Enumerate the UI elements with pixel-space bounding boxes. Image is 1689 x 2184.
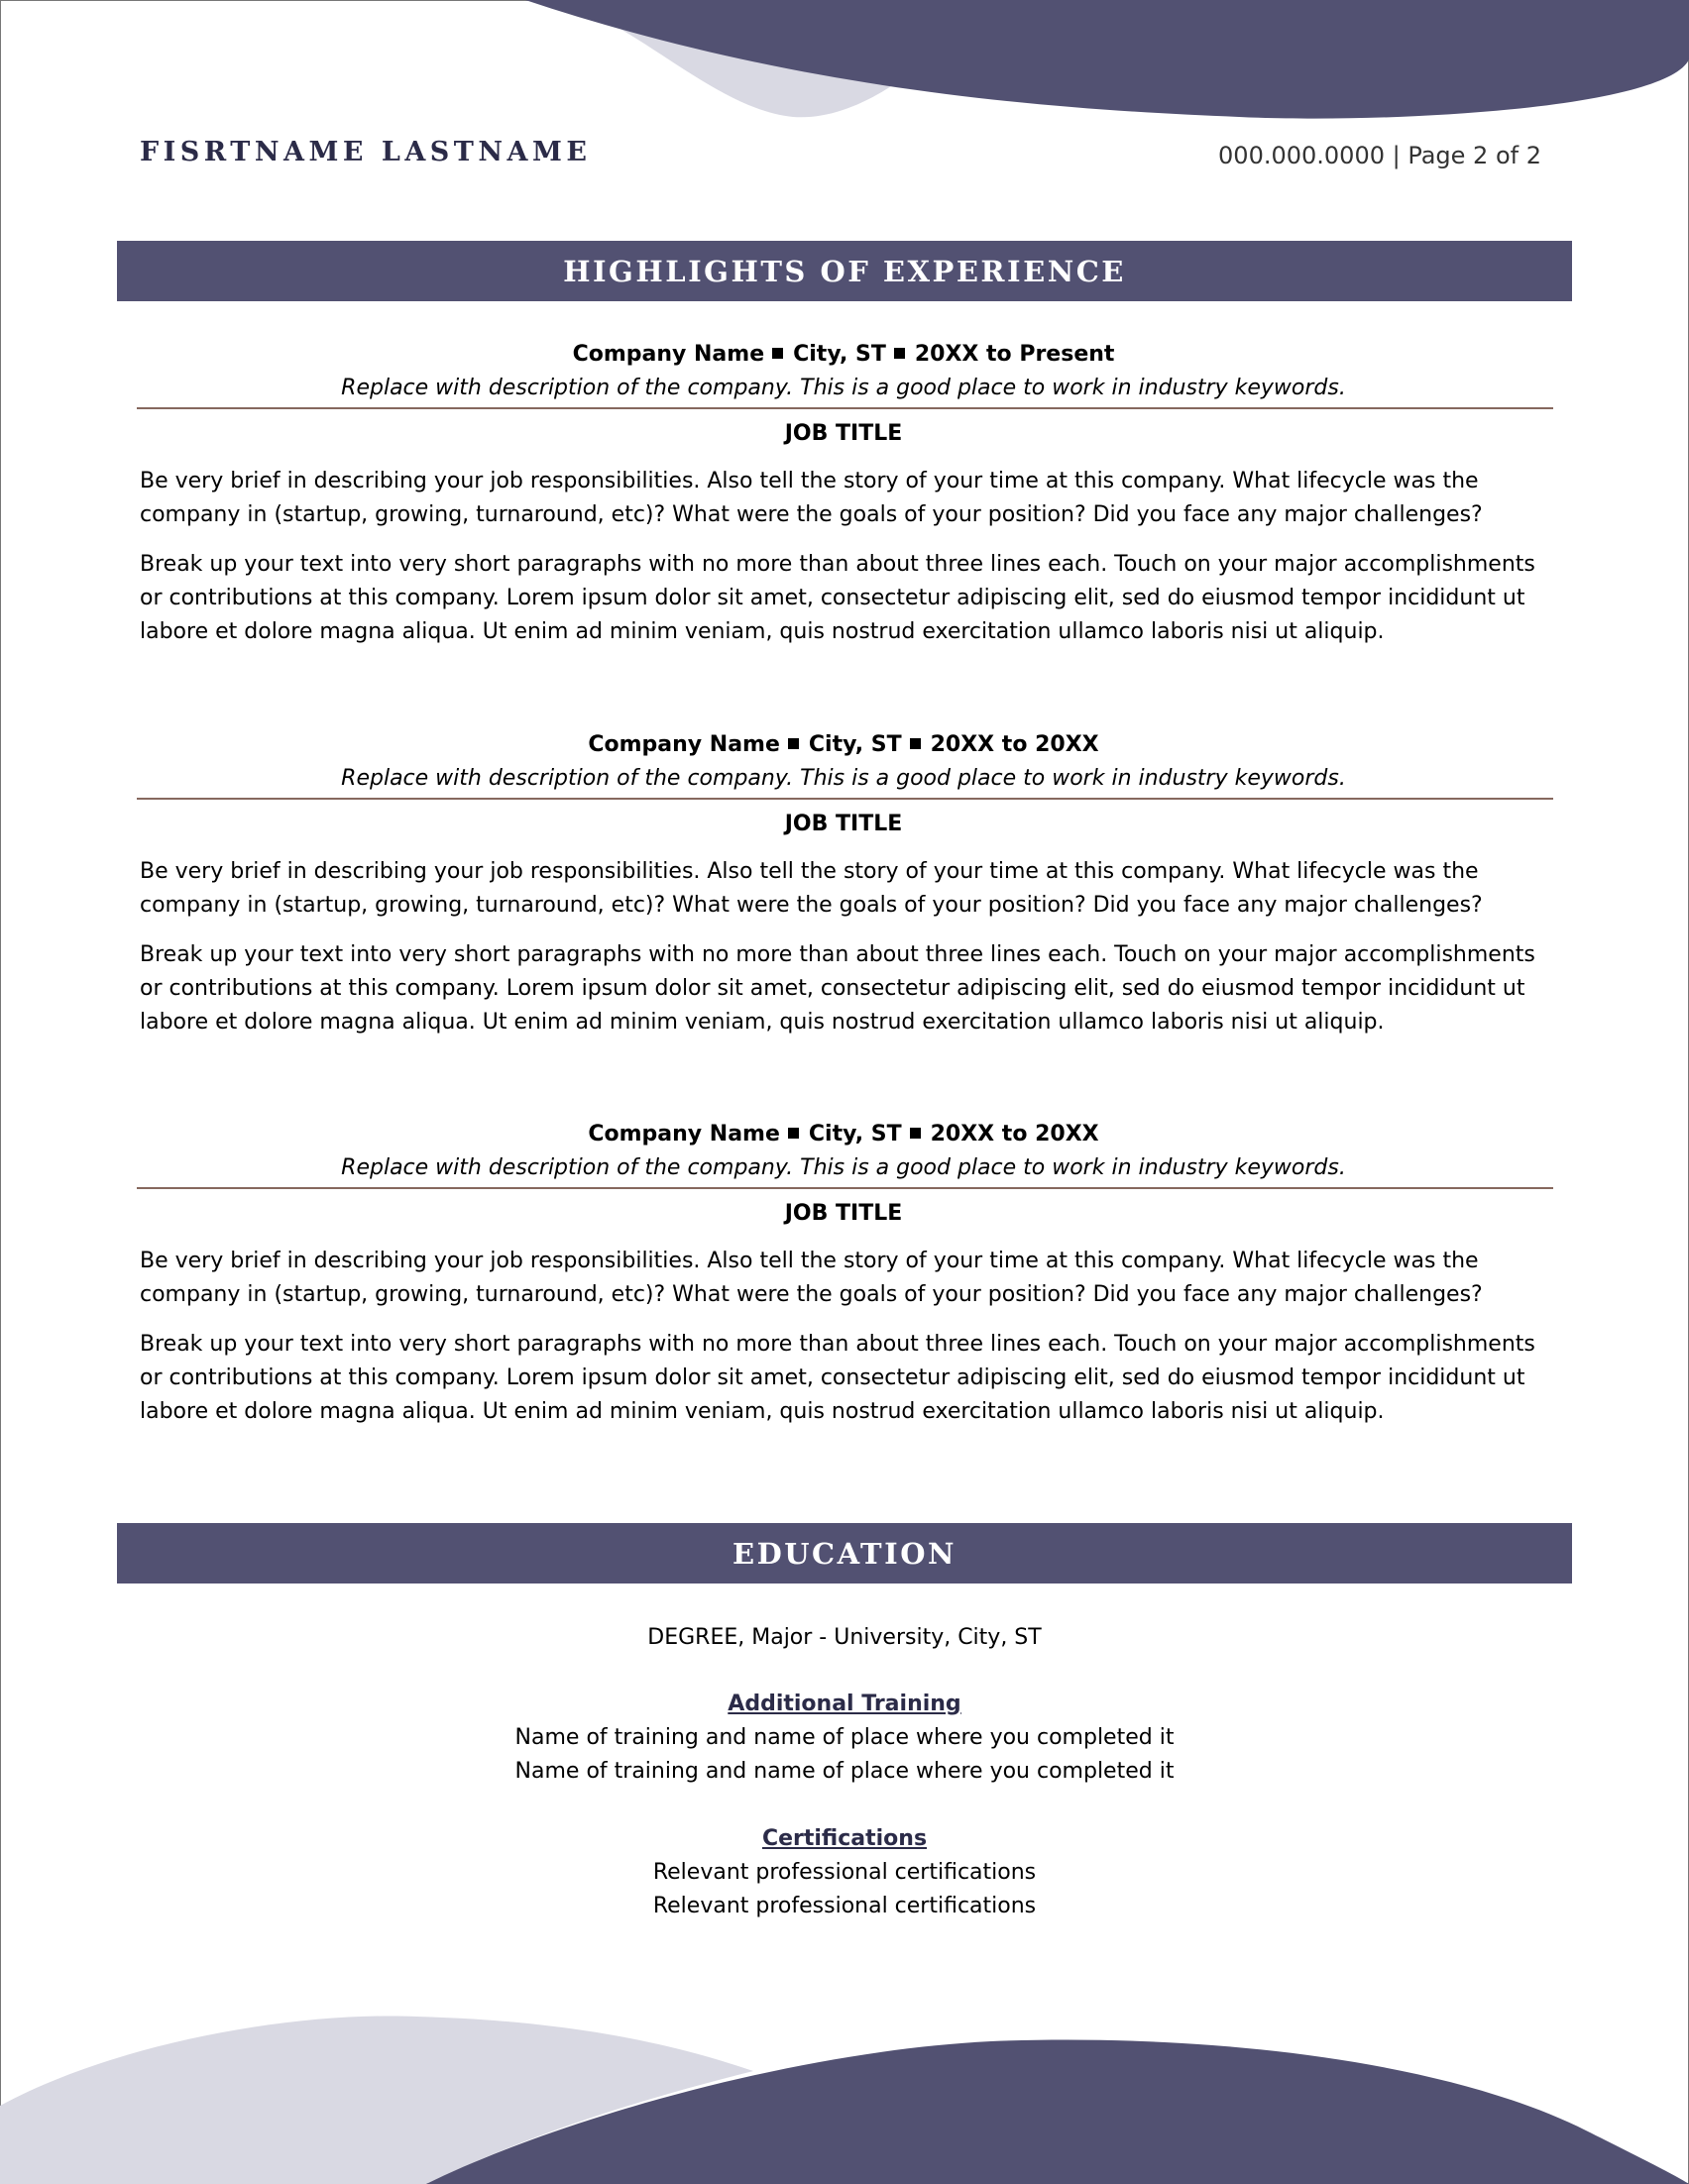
accomplishments-paragraph: Break up your text into very short paragraphs with no more than about three lines each. Touch on your major accomplishments or contributions at this company. Lorem ipsum dolor sit amet, consectetur adipiscing elit, sed do eiusmod tempor incididunt ut labore et dolore magna aliqua. Ut enim ad minim veniam, quis nostrud exercitation ullamco laboris nisi ut aliquip. xyxy=(140,552,1535,644)
experience-heading: HIGHLIGHTS OF EXPERIENCE xyxy=(563,254,1126,288)
contact-and-page: 000.000.0000 | Page 2 of 2 xyxy=(1218,142,1541,169)
bottom-wave-decoration xyxy=(0,2012,1689,2184)
accomplishments-paragraph: Break up your text into very short paragraphs with no more than about three lines each. Touch on your major accomplishments or contributions at this company. Lorem ipsum dolor sit amet, consectetur adipiscing elit, sed do eiusmod tempor incididunt ut labore et dolore magna aliqua. Ut enim ad minim veniam, quis nostrud exercitation ullamco laboris nisi ut aliquip. xyxy=(140,1332,1535,1424)
job-header-line xyxy=(140,728,1547,762)
divider xyxy=(137,1187,1553,1189)
divider xyxy=(137,798,1553,800)
job-entry xyxy=(140,728,1547,1035)
job-entry xyxy=(140,1118,1547,1424)
experience-section-header xyxy=(117,241,1572,301)
company-name: Company Name xyxy=(588,732,780,757)
job-location: City, ST xyxy=(808,1122,902,1147)
job-title: JOB TITLE xyxy=(784,1201,903,1226)
top-wave-decoration xyxy=(0,0,1689,124)
job-dates: 20XX to Present xyxy=(914,342,1115,367)
responsibilities-paragraph: Be very brief in describing your job responsibilities. Also tell the story of your time at this company. What lifecycle was the company in (startup, growing, turnaround, etc)? What were the goals of your position? Did you face any major challenges? xyxy=(140,859,1483,918)
candidate-name: FISRTNAME LASTNAME xyxy=(140,137,592,167)
job-dates: 20XX to 20XX xyxy=(930,1122,1099,1147)
job-title: JOB TITLE xyxy=(784,812,903,836)
job-header-line xyxy=(140,338,1547,372)
square-bullet-icon xyxy=(894,348,905,359)
job-entry xyxy=(140,338,1547,644)
company-name: Company Name xyxy=(572,342,765,367)
company-description: Replace with description of the company. This is a good place to work in industry keywords. xyxy=(341,766,1346,791)
training-item: Name of training and name of place where you completed it xyxy=(514,1725,1175,1750)
job-location: City, ST xyxy=(793,342,886,367)
degree-line: DEGREE, Major - University, City, ST xyxy=(647,1625,1042,1650)
square-bullet-icon xyxy=(788,738,799,749)
additional-training-block xyxy=(117,1688,1572,1789)
education-section-header xyxy=(117,1523,1572,1583)
responsibilities-paragraph: Be very brief in describing your job responsibilities. Also tell the story of your time at this company. What lifecycle was the company in (startup, growing, turnaround, etc)? What were the goals of your position? Did you face any major challenges? xyxy=(140,1249,1483,1307)
job-location: City, ST xyxy=(808,732,902,757)
certification-item: Relevant professional certifications xyxy=(652,1860,1037,1885)
certification-item: Relevant professional certifications xyxy=(652,1894,1037,1918)
square-bullet-icon xyxy=(910,1128,921,1139)
square-bullet-icon xyxy=(788,1128,799,1139)
job-header-line xyxy=(140,1118,1547,1151)
accomplishments-paragraph: Break up your text into very short paragraphs with no more than about three lines each. Touch on your major accomplishments or contributions at this company. Lorem ipsum dolor sit amet, consectetur adipiscing elit, sed do eiusmod tempor incididunt ut labore et dolore magna aliqua. Ut enim ad minim veniam, quis nostrud exercitation ullamco laboris nisi ut aliquip. xyxy=(140,942,1535,1035)
training-item: Name of training and name of place where you completed it xyxy=(514,1759,1175,1784)
company-name: Company Name xyxy=(588,1122,780,1147)
additional-training-heading: Additional Training xyxy=(728,1692,961,1716)
square-bullet-icon xyxy=(772,348,783,359)
company-description: Replace with description of the company. This is a good place to work in industry keywords. xyxy=(341,376,1346,400)
company-description: Replace with description of the company. This is a good place to work in industry keywords. xyxy=(341,1155,1346,1180)
job-title: JOB TITLE xyxy=(784,421,903,446)
certifications-block xyxy=(117,1822,1572,1923)
job-dates: 20XX to 20XX xyxy=(930,732,1099,757)
divider xyxy=(137,407,1553,409)
responsibilities-paragraph: Be very brief in describing your job responsibilities. Also tell the story of your time at this company. What lifecycle was the company in (startup, growing, turnaround, etc)? What were the goals of your position? Did you face any major challenges? xyxy=(140,469,1483,527)
square-bullet-icon xyxy=(910,738,921,749)
education-heading: EDUCATION xyxy=(732,1536,957,1571)
certifications-heading: Certifications xyxy=(761,1826,928,1851)
